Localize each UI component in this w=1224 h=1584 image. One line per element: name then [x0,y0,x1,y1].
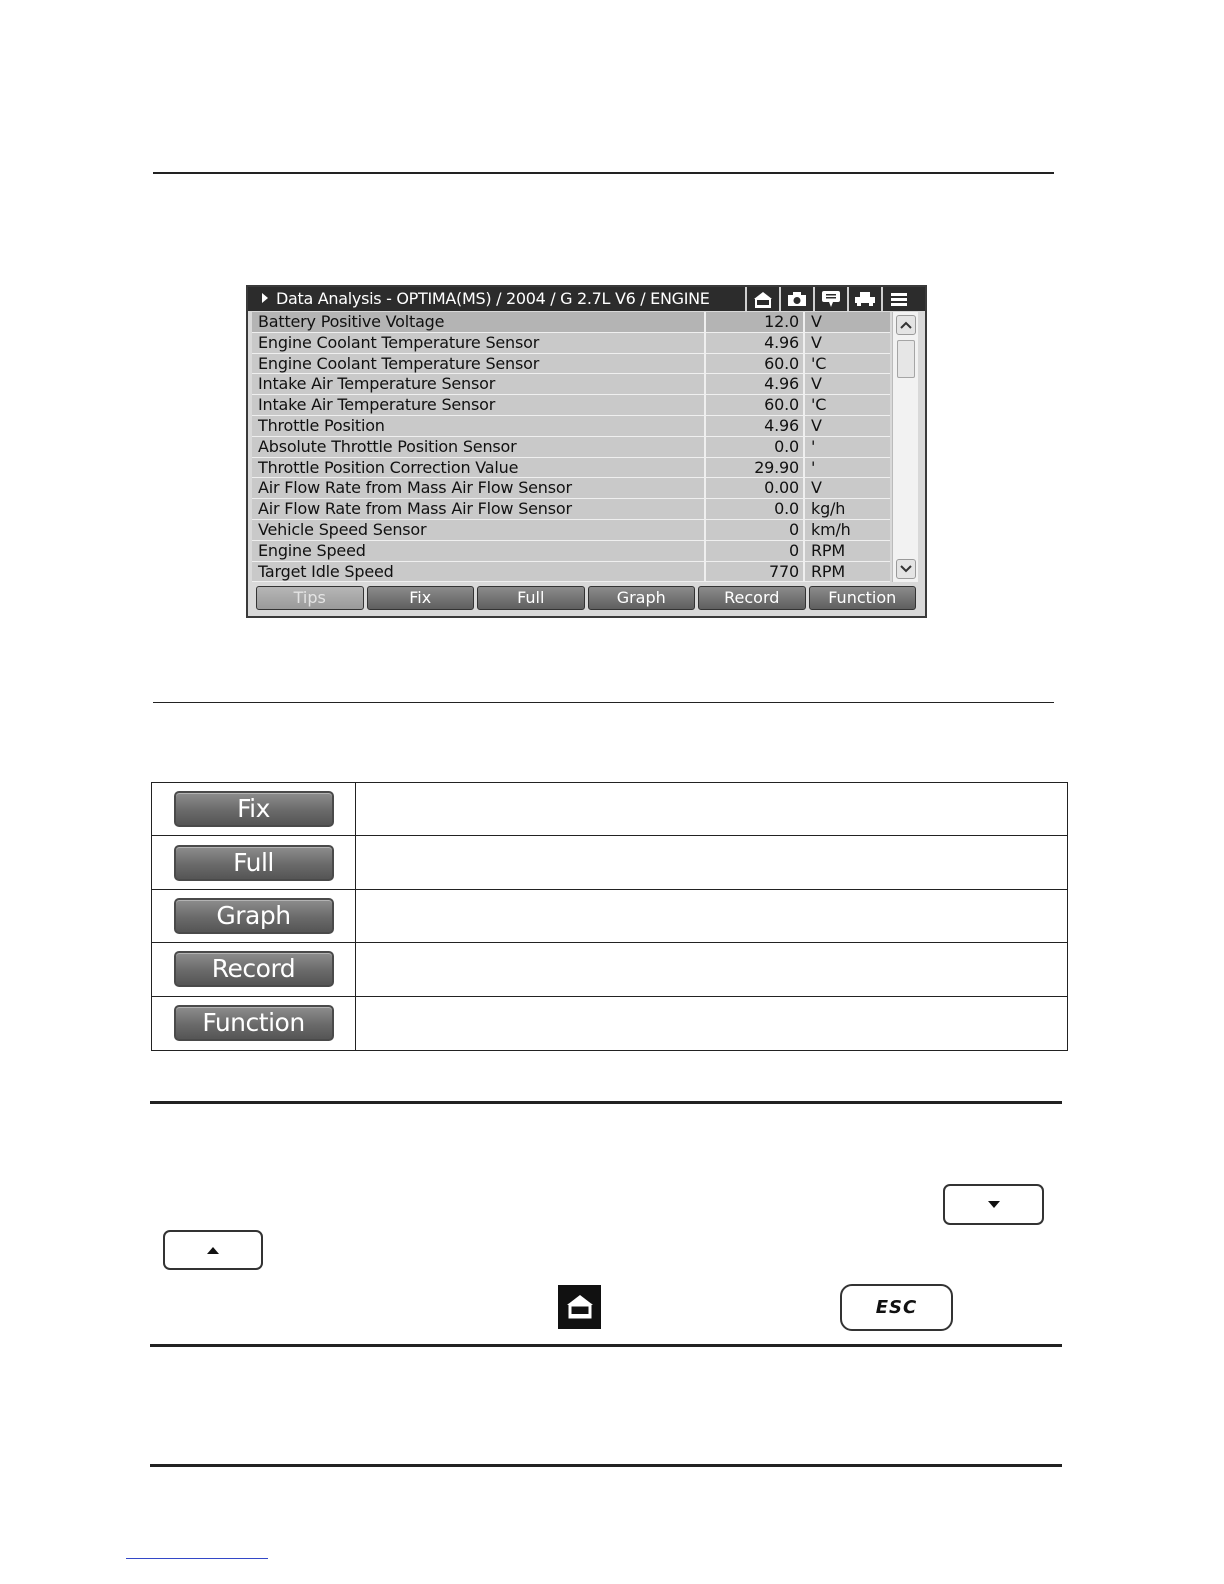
item-unit: V [803,312,890,332]
item-value: 0.0 [704,499,803,519]
item-unit: V [803,416,890,436]
item-unit: ' [803,458,890,478]
footer-rule [150,1464,1062,1467]
item-value: 4.96 [704,333,803,353]
button-cell [152,836,356,888]
item-unit: V [803,374,890,394]
item-unit: RPM [803,562,890,582]
full-button[interactable]: Full [477,586,585,610]
scanner-screen [246,285,927,618]
item-name: Engine Speed [258,540,366,560]
item-value: 4.96 [704,374,803,394]
button-cell [152,943,356,995]
item-unit: km/h [803,520,890,540]
table-row [152,783,1067,836]
item-unit: V [803,333,890,353]
down-arrow-key [943,1184,1044,1225]
fix-button[interactable]: Fix [367,586,475,610]
triangle-down-icon [987,1200,1001,1209]
esc-key [840,1284,953,1331]
section-rule [153,702,1054,703]
note-top-rule [150,1101,1062,1104]
item-unit: RPM [803,541,890,561]
item-name: Engine Coolant Temperature Sensor [258,353,540,373]
note-bottom-rule [150,1344,1062,1347]
scrollbar[interactable] [892,312,918,582]
function-button: Function [174,1005,334,1041]
item-unit: kg/h [803,499,890,519]
table-row[interactable] [252,478,890,499]
title-arrow-icon [262,293,268,303]
table-row[interactable] [252,354,890,375]
table-row[interactable] [252,437,890,458]
scroll-down-button[interactable] [896,559,916,579]
toolbar-icons [745,287,915,311]
header-rule [153,172,1054,174]
table-row[interactable] [252,499,890,520]
footer-link-underline [126,1558,268,1559]
item-name: Target Idle Speed [258,561,394,581]
softkey-bar [256,586,916,611]
table-row[interactable] [252,312,890,333]
item-name: Throttle Position [258,415,385,435]
chevron-up-icon [900,321,912,329]
vehicle-icon[interactable] [847,287,881,311]
table-row[interactable] [252,416,890,437]
full-button: Full [174,845,334,881]
item-name: Absolute Throttle Position Sensor [258,436,517,456]
table-row[interactable] [252,458,890,479]
item-name: Intake Air Temperature Sensor [258,374,496,394]
item-value: 60.0 [704,354,803,374]
button-cell [152,890,356,942]
function-table [151,782,1068,1051]
esc-key-label: ESC [875,1297,918,1318]
item-value: 770 [704,562,803,582]
chevron-down-icon [900,565,912,573]
graph-button: Graph [174,898,334,934]
scroll-thumb[interactable] [897,340,915,378]
camera-icon[interactable] [779,287,813,311]
triangle-up-icon [206,1246,220,1255]
item-value: 0.0 [704,437,803,457]
tips-button[interactable]: Tips [256,586,364,610]
table-row [152,997,1067,1050]
function-button[interactable]: Function [809,586,917,610]
table-row[interactable] [252,562,890,582]
table-row [152,836,1067,889]
table-row[interactable] [252,395,890,416]
message-icon[interactable] [813,287,847,311]
home-icon[interactable] [745,287,779,311]
graph-button[interactable]: Graph [588,586,696,610]
item-value: 0 [704,520,803,540]
fix-button: Fix [174,791,334,827]
table-row[interactable] [252,541,890,562]
screen-title: Data Analysis - OPTIMA(MS) / 2004 / G 2.7L V6 / ENGINE [276,289,710,308]
item-name: Air Flow Rate from Mass Air Flow Sensor [258,499,572,519]
item-value: 0 [704,541,803,561]
button-cell [152,997,356,1050]
item-value: 60.0 [704,395,803,415]
up-arrow-key [163,1230,263,1270]
table-row [152,890,1067,943]
item-name: Air Flow Rate from Mass Air Flow Sensor [258,478,572,498]
menu-icon[interactable] [881,287,915,311]
item-name: Vehicle Speed Sensor [258,519,427,539]
item-value: 29.90 [704,458,803,478]
button-cell [152,783,356,835]
table-row[interactable] [252,333,890,354]
item-name: Engine Coolant Temperature Sensor [258,332,540,352]
item-name: Throttle Position Correction Value [258,457,519,477]
table-row [152,943,1067,996]
record-button: Record [174,951,334,987]
table-row[interactable] [252,520,890,541]
item-name: Battery Positive Voltage [258,312,445,331]
table-row[interactable] [252,374,890,395]
scroll-up-button[interactable] [896,315,916,335]
screen-titlebar [248,287,925,311]
item-unit: 'C [803,354,890,374]
item-value: 0.00 [704,478,803,498]
item-name: Intake Air Temperature Sensor [258,395,496,415]
home-icon [558,1285,601,1329]
item-unit: V [803,478,890,498]
item-unit: ' [803,437,890,457]
item-value: 4.96 [704,416,803,436]
data-list [252,312,890,582]
item-unit: 'C [803,395,890,415]
record-button[interactable]: Record [698,586,806,610]
item-value: 12.0 [704,312,803,332]
